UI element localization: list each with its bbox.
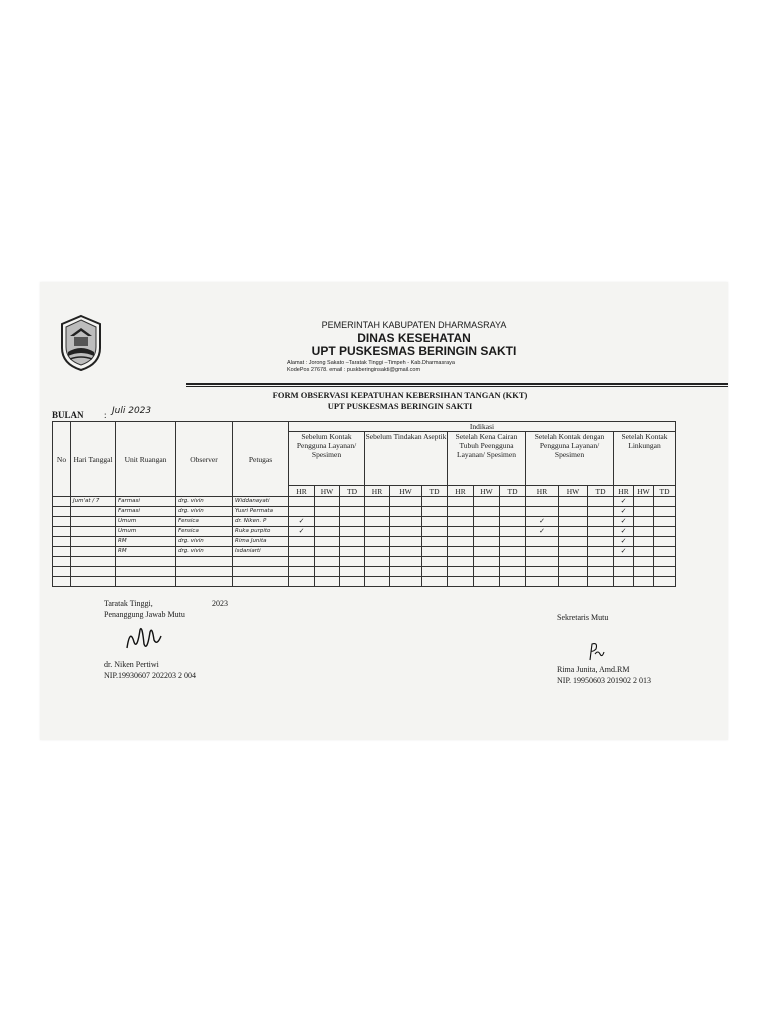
- right-signer-nip: NIP. 19950603 201902 2 013: [557, 676, 652, 685]
- check-cell: [315, 507, 340, 517]
- check-cell: [559, 527, 588, 537]
- row-observer: [176, 557, 233, 567]
- check-cell: [588, 547, 614, 557]
- check-cell: [390, 577, 422, 587]
- check-cell: ✓: [614, 527, 634, 537]
- sub-header: HW: [315, 486, 340, 497]
- row-no: [53, 497, 71, 507]
- col-petugas: Petugas: [233, 422, 289, 497]
- row-no: [53, 517, 71, 527]
- check-cell: [474, 557, 500, 567]
- col-indikasi: Indikasi: [289, 422, 676, 432]
- check-cell: [289, 567, 315, 577]
- month-value: Juli 2023: [112, 406, 152, 416]
- row-no: [53, 577, 71, 587]
- check-cell: [315, 567, 340, 577]
- sub-header: HW: [390, 486, 422, 497]
- check-cell: [289, 577, 315, 587]
- row-observer: Fensica: [176, 527, 233, 537]
- address-line: Alamat : Jorong Sakato –Taratak Tinggi –Timpeh - Kab.Dharmasraya: [287, 360, 455, 366]
- row-unit: [116, 577, 176, 587]
- check-cell: [390, 557, 422, 567]
- row-observer: drg. vivin: [176, 547, 233, 557]
- row-hari: [71, 567, 116, 577]
- check-cell: [340, 547, 365, 557]
- check-cell: [422, 547, 448, 557]
- sub-header: TD: [422, 486, 448, 497]
- row-observer: drg. vivin: [176, 537, 233, 547]
- row-hari: [71, 517, 116, 527]
- sub-header: HR: [365, 486, 390, 497]
- row-unit: Umum: [116, 527, 176, 537]
- row-petugas: dr. Niken. P: [233, 517, 289, 527]
- col-observer: Observer: [176, 422, 233, 497]
- regency-emblem-icon: [58, 314, 104, 372]
- check-cell: [422, 497, 448, 507]
- check-cell: [365, 547, 390, 557]
- group-header: Setelah Kena Cairan Tubuh Peengguna Layanan/ Spesimen: [448, 432, 526, 486]
- check-cell: [526, 577, 559, 587]
- row-petugas: Widdanayati: [233, 497, 289, 507]
- row-observer: drg. vivin: [176, 497, 233, 507]
- row-hari: Jum'at / 7: [71, 497, 116, 507]
- check-cell: [422, 567, 448, 577]
- sub-header: HR: [614, 486, 634, 497]
- check-cell: [315, 577, 340, 587]
- check-cell: [654, 547, 676, 557]
- check-cell: [634, 537, 654, 547]
- row-no: [53, 507, 71, 517]
- table-row: [53, 557, 676, 567]
- sub-header: TD: [654, 486, 676, 497]
- col-no: No: [53, 422, 71, 497]
- table-row: [53, 547, 676, 557]
- check-cell: [365, 537, 390, 547]
- check-cell: [448, 527, 474, 537]
- check-cell: [289, 537, 315, 547]
- table-row: [53, 527, 676, 537]
- check-cell: [474, 547, 500, 557]
- check-cell: ✓: [614, 507, 634, 517]
- table-row: [53, 567, 676, 577]
- form-title: FORM OBSERVASI KEPATUHAN KEBERSIHAN TANGAN (KKT): [272, 390, 528, 400]
- agency-name: DINAS KESEHATAN: [357, 331, 471, 345]
- check-cell: [422, 557, 448, 567]
- check-cell: [390, 527, 422, 537]
- check-cell: [559, 517, 588, 527]
- row-hari: [71, 577, 116, 587]
- check-cell: [526, 497, 559, 507]
- check-cell: [390, 547, 422, 557]
- check-cell: [365, 567, 390, 577]
- group-header: Sebelum Kontak Pengguna Layanan/ Spesimen: [289, 432, 365, 486]
- check-cell: [315, 557, 340, 567]
- check-cell: [365, 557, 390, 567]
- check-cell: [340, 497, 365, 507]
- check-cell: [315, 537, 340, 547]
- table-row: [53, 497, 676, 507]
- check-cell: [526, 537, 559, 547]
- check-cell: [634, 557, 654, 567]
- row-no: [53, 557, 71, 567]
- check-cell: [474, 577, 500, 587]
- check-cell: [634, 577, 654, 587]
- check-cell: [365, 517, 390, 527]
- check-cell: [634, 517, 654, 527]
- check-cell: ✓: [289, 517, 315, 527]
- sub-header: HW: [474, 486, 500, 497]
- check-cell: [654, 517, 676, 527]
- check-cell: [448, 537, 474, 547]
- row-unit: [116, 567, 176, 577]
- check-cell: ✓: [289, 527, 315, 537]
- check-cell: [448, 497, 474, 507]
- check-cell: [654, 527, 676, 537]
- row-no: [53, 537, 71, 547]
- document-sheet: [40, 282, 728, 740]
- date-year: 2023: [212, 599, 228, 608]
- row-petugas: Isdaniarti: [233, 547, 289, 557]
- sub-header: HR: [289, 486, 315, 497]
- government-name: PEMERINTAH KABUPATEN DHARMASRAYA: [321, 320, 507, 330]
- check-cell: [390, 567, 422, 577]
- month-colon: :: [104, 410, 107, 420]
- check-cell: [559, 567, 588, 577]
- check-cell: [365, 577, 390, 587]
- check-cell: [588, 497, 614, 507]
- check-cell: [654, 537, 676, 547]
- check-cell: [588, 527, 614, 537]
- right-signer-name: Rima Junita, Amd.RM: [557, 665, 630, 674]
- row-petugas: [233, 577, 289, 587]
- check-cell: [448, 517, 474, 527]
- check-cell: [474, 507, 500, 517]
- month-label: BULAN: [52, 410, 84, 420]
- check-cell: [634, 527, 654, 537]
- check-cell: [340, 527, 365, 537]
- row-no: [53, 527, 71, 537]
- check-cell: [289, 557, 315, 567]
- check-cell: [559, 547, 588, 557]
- check-cell: [559, 497, 588, 507]
- check-cell: [390, 537, 422, 547]
- check-cell: [614, 577, 634, 587]
- check-cell: [390, 497, 422, 507]
- sub-header: HW: [634, 486, 654, 497]
- check-cell: [365, 507, 390, 517]
- row-hari: [71, 537, 116, 547]
- check-cell: [422, 507, 448, 517]
- check-cell: [448, 557, 474, 567]
- row-observer: Fensica: [176, 517, 233, 527]
- check-cell: [526, 557, 559, 567]
- sub-header: TD: [588, 486, 614, 497]
- form-subtitle: UPT PUSKESMAS BERINGIN SAKTI: [327, 401, 473, 411]
- check-cell: [559, 557, 588, 567]
- row-observer: drg. vivin: [176, 507, 233, 517]
- row-petugas: [233, 567, 289, 577]
- signature-left-icon: [124, 620, 164, 656]
- check-cell: [500, 547, 526, 557]
- check-cell: [340, 557, 365, 567]
- check-cell: [500, 497, 526, 507]
- row-unit: RM: [116, 537, 176, 547]
- contact-line: KodePos 27678. email : puskberinginsakti@gmail.com: [287, 367, 421, 373]
- check-cell: ✓: [614, 517, 634, 527]
- check-cell: [500, 567, 526, 577]
- check-cell: [365, 527, 390, 537]
- table-row: [53, 507, 676, 517]
- check-cell: [614, 557, 634, 567]
- group-header: Sebelum Tindakan Aseptik: [365, 432, 448, 486]
- check-cell: [654, 507, 676, 517]
- check-cell: [614, 567, 634, 577]
- col-unit-ruangan: Unit Ruangan: [116, 422, 176, 497]
- col-hari-tanggal: Hari Tanggal: [71, 422, 116, 497]
- check-cell: [588, 517, 614, 527]
- check-cell: [422, 517, 448, 527]
- check-cell: [526, 507, 559, 517]
- check-cell: [289, 547, 315, 557]
- sub-header: HR: [448, 486, 474, 497]
- table-row: [53, 577, 676, 587]
- left-signer-title: Penanggung Jawab Mutu: [104, 610, 185, 619]
- group-header: Setelah Kontak dengan Pengguna Layanan/ Spesimen: [526, 432, 614, 486]
- check-cell: [448, 577, 474, 587]
- row-hari: [71, 557, 116, 567]
- check-cell: ✓: [614, 547, 634, 557]
- check-cell: [289, 507, 315, 517]
- check-cell: [340, 577, 365, 587]
- table-row: [53, 537, 676, 547]
- row-hari: [71, 527, 116, 537]
- check-cell: [634, 507, 654, 517]
- left-signer-name: dr. Niken Pertiwi: [104, 660, 159, 669]
- check-cell: [654, 497, 676, 507]
- observation-table: [52, 421, 676, 587]
- check-cell: [654, 577, 676, 587]
- row-hari: [71, 547, 116, 557]
- check-cell: [390, 507, 422, 517]
- check-cell: [588, 577, 614, 587]
- row-observer: [176, 567, 233, 577]
- check-cell: [559, 577, 588, 587]
- row-unit: [116, 557, 176, 567]
- check-cell: [526, 567, 559, 577]
- row-no: [53, 547, 71, 557]
- check-cell: [474, 497, 500, 507]
- check-cell: [315, 527, 340, 537]
- check-cell: [559, 537, 588, 547]
- check-cell: [634, 497, 654, 507]
- check-cell: ✓: [614, 537, 634, 547]
- check-cell: [500, 537, 526, 547]
- check-cell: [500, 517, 526, 527]
- check-cell: [315, 547, 340, 557]
- check-cell: [634, 567, 654, 577]
- check-cell: [315, 497, 340, 507]
- check-cell: [474, 517, 500, 527]
- check-cell: [390, 517, 422, 527]
- row-hari: [71, 507, 116, 517]
- header-divider-thin: [186, 386, 728, 387]
- check-cell: [500, 577, 526, 587]
- row-unit: Farmasi: [116, 507, 176, 517]
- row-unit: Umum: [116, 517, 176, 527]
- sub-header: HW: [559, 486, 588, 497]
- row-no: [53, 567, 71, 577]
- header-divider: [186, 383, 728, 385]
- row-unit: RM: [116, 547, 176, 557]
- clinic-name: UPT PUSKESMAS BERINGIN SAKTI: [311, 344, 517, 358]
- check-cell: [340, 567, 365, 577]
- signature-right-icon: [586, 640, 606, 662]
- check-cell: [340, 517, 365, 527]
- check-cell: [654, 567, 676, 577]
- check-cell: [588, 507, 614, 517]
- sub-header: TD: [340, 486, 365, 497]
- check-cell: [289, 497, 315, 507]
- check-cell: [340, 537, 365, 547]
- row-unit: Farmasi: [116, 497, 176, 507]
- check-cell: [588, 557, 614, 567]
- place-label: Taratak Tinggi,: [104, 599, 153, 608]
- check-cell: [448, 547, 474, 557]
- right-signer-title: Sekretaris Mutu: [557, 613, 609, 622]
- check-cell: [474, 537, 500, 547]
- row-petugas: Rima Junita: [233, 537, 289, 547]
- check-cell: [365, 497, 390, 507]
- check-cell: [559, 507, 588, 517]
- check-cell: [588, 537, 614, 547]
- check-cell: [422, 577, 448, 587]
- check-cell: [315, 517, 340, 527]
- check-cell: [422, 527, 448, 537]
- check-cell: [422, 537, 448, 547]
- check-cell: [500, 557, 526, 567]
- row-petugas: Yusri Permata: [233, 507, 289, 517]
- check-cell: [448, 567, 474, 577]
- check-cell: [500, 507, 526, 517]
- check-cell: [588, 567, 614, 577]
- check-cell: [654, 557, 676, 567]
- row-petugas: [233, 557, 289, 567]
- row-observer: [176, 577, 233, 587]
- sub-header: HR: [526, 486, 559, 497]
- check-cell: ✓: [526, 517, 559, 527]
- table-row: [53, 517, 676, 527]
- check-cell: [474, 567, 500, 577]
- check-cell: [448, 507, 474, 517]
- sub-header: TD: [500, 486, 526, 497]
- check-cell: [634, 547, 654, 557]
- check-cell: [500, 527, 526, 537]
- check-cell: [474, 527, 500, 537]
- left-signer-nip: NIP.19930607 202203 2 004: [104, 671, 197, 680]
- check-cell: ✓: [526, 527, 559, 537]
- check-cell: [526, 547, 559, 557]
- group-header: Setelah Kontak Linkungan: [614, 432, 676, 486]
- row-petugas: Ruka purpito: [233, 527, 289, 537]
- check-cell: ✓: [614, 497, 634, 507]
- check-cell: [340, 507, 365, 517]
